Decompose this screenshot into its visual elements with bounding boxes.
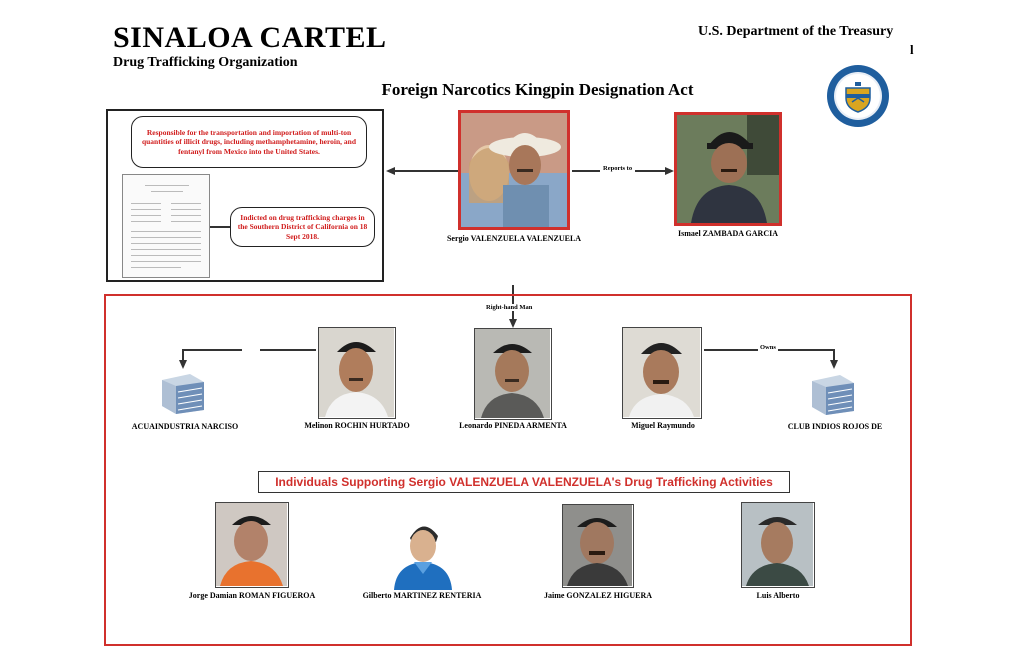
arrow-right-icon	[664, 166, 674, 176]
business-name: ACUAINDUSTRIA NARCISO	[131, 422, 239, 431]
connector-line	[210, 226, 230, 228]
agency-mark: l	[910, 42, 914, 57]
person-placeholder-icon	[392, 512, 454, 590]
treasury-seal-icon	[826, 64, 890, 128]
supporter-photo	[741, 502, 815, 588]
supporter-name: Jaime GONZALEZ HIGUERA	[543, 591, 652, 600]
associate-name: Miguel Raymundo	[631, 421, 695, 430]
principal-name: Sergio VALENZUELA VALENZUELA	[446, 234, 582, 243]
business-connector-left	[182, 349, 242, 351]
arrow-left-icon	[386, 166, 396, 176]
reports-to-label: Reports to	[600, 165, 635, 172]
supporters-banner: Individuals Supporting Sergio VALENZUELA VALENZUELA's Drug Trafficking Activities	[258, 471, 790, 493]
page-subtitle: Drug Trafficking Organization	[113, 55, 298, 70]
supporter-name: Jorge Damian ROMAN FIGUEROA	[188, 591, 316, 600]
associate-photo	[622, 327, 702, 419]
page-title: SINALOA CARTEL	[113, 21, 387, 54]
supporter-name: Gilberto MARTINEZ RENTERIA	[362, 591, 482, 600]
associate-name: Leonardo PINEDA ARMENTA	[459, 421, 567, 430]
supporter-photo	[215, 502, 289, 588]
supporter-photo	[562, 504, 634, 588]
indictment-callout: Indicted on drug trafficking charges in the Southern District of California on 18 Sept 2018.	[230, 207, 375, 247]
principal-photo	[458, 110, 570, 230]
building-icon	[160, 372, 206, 414]
associate-name: Melinon ROCHIN HURTADO	[304, 421, 410, 430]
boss-name: Ismael ZAMBADA GARCIA	[678, 229, 778, 238]
business-name: CLUB INDIOS ROJOS DE	[787, 422, 883, 431]
indictment-document	[122, 174, 210, 278]
arrow-down-icon	[178, 359, 188, 369]
arrow-to-panel	[392, 170, 458, 172]
owns-label: Owns	[760, 344, 776, 351]
associate-photo	[318, 327, 396, 419]
act-heading: Foreign Narcotics Kingpin Designation Act	[381, 80, 694, 99]
supporter-name: Luis Alberto	[756, 591, 800, 600]
right-hand-label: Right-hand Man	[486, 304, 533, 311]
building-icon	[810, 373, 856, 415]
agency-name: U.S. Department of the Treasury	[698, 24, 894, 39]
boss-photo	[674, 112, 782, 226]
business-connector-left-2	[260, 349, 316, 351]
associate-photo	[474, 328, 552, 420]
transport-callout: Responsible for the transportation and importation of multi-ton quantities of illicit drugs, including methamphetamine, heroin, and fentanyl from Mexico into the United States.	[131, 116, 367, 168]
arrow-down-icon	[829, 359, 839, 369]
